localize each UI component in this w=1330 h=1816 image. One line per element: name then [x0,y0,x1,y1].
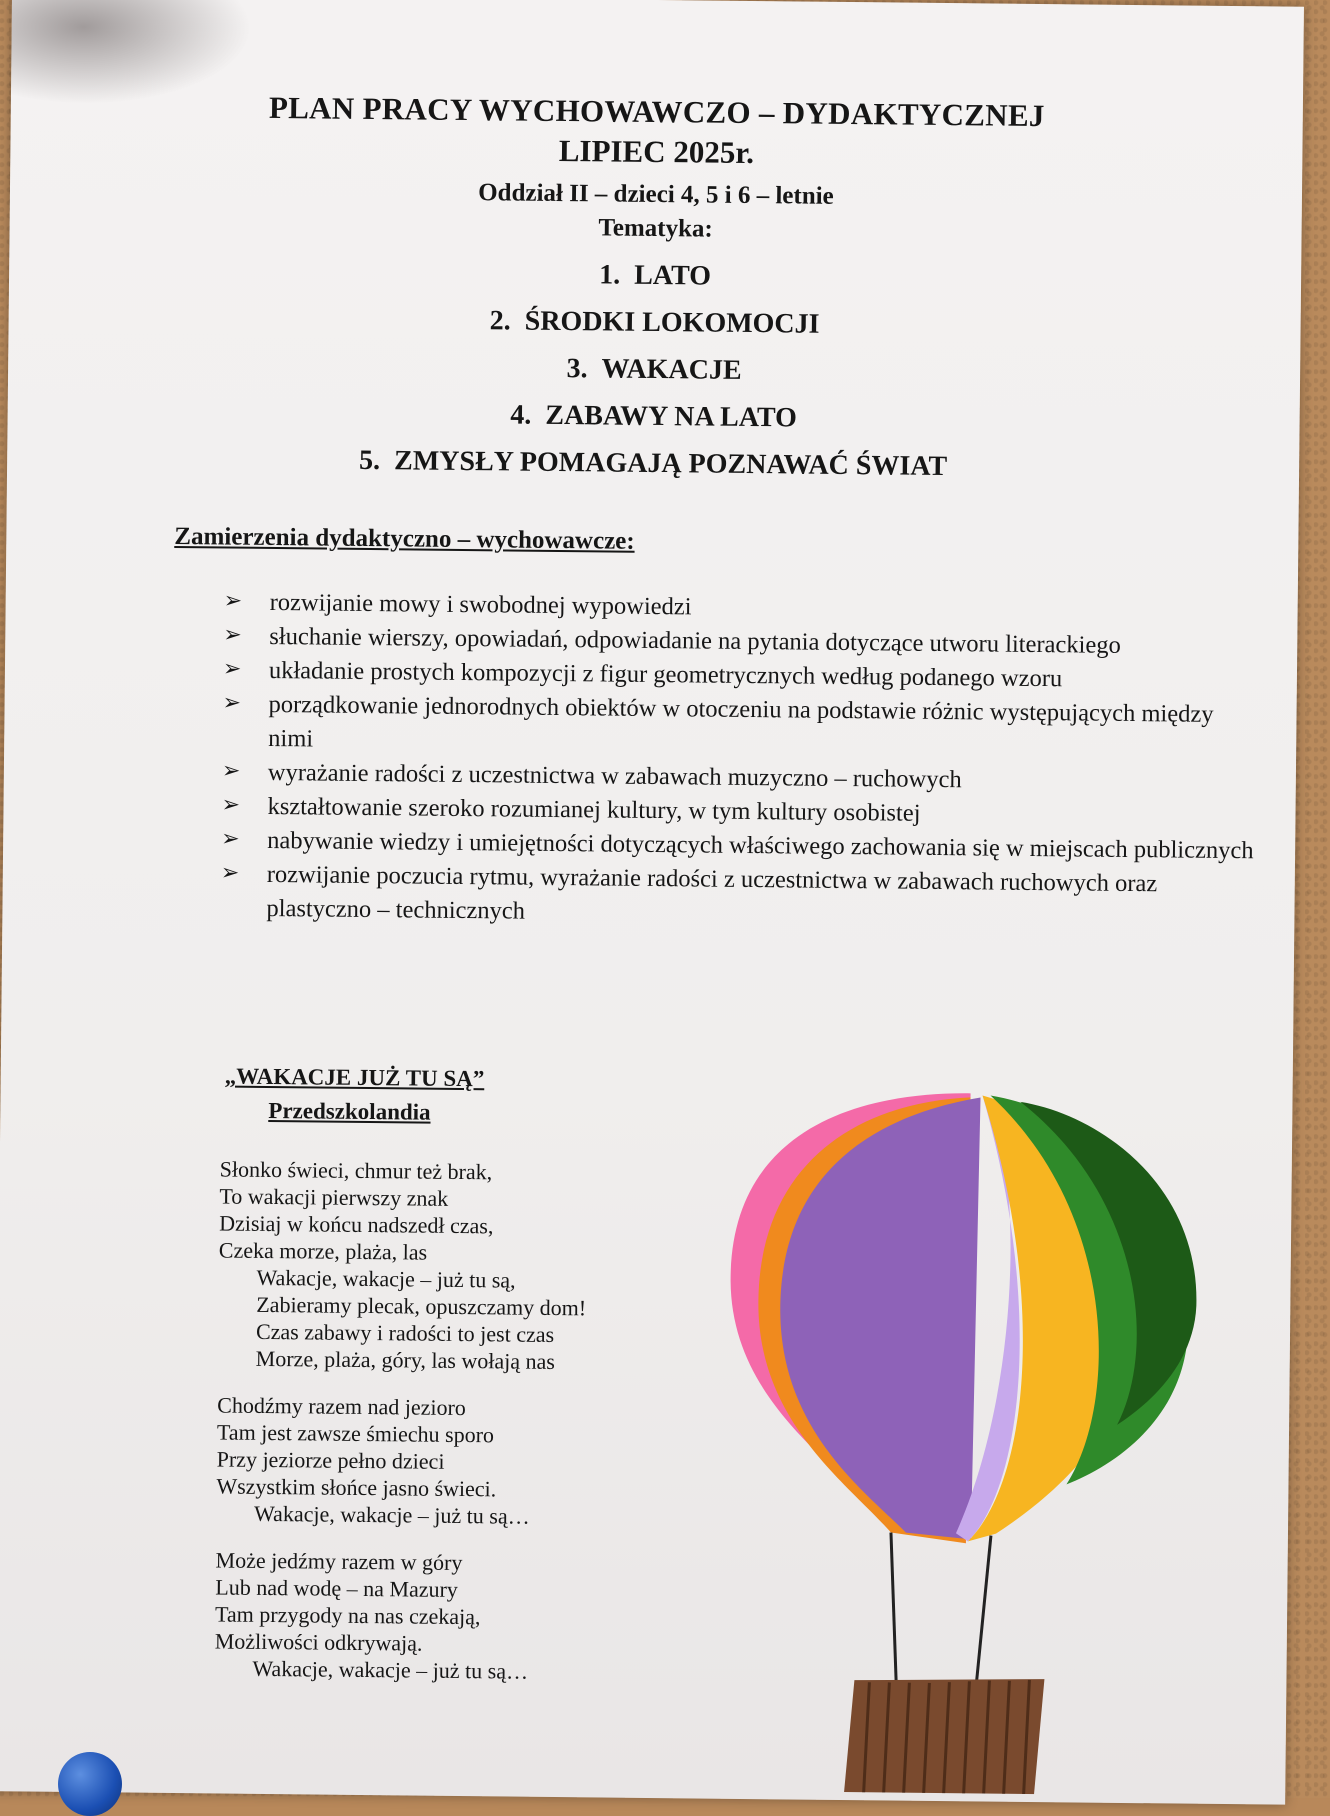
push-pin-icon [58,1752,122,1816]
goal-text: słuchanie wierszy, opowiadań, odpowiadanie na pytania dotyczące utworu literackiego [269,622,1121,659]
song-title: „WAKACJE JUŻ TU SĄ” [224,1063,485,1092]
stanza [214,1546,775,1687]
chorus-line: Wakacje, wakacje – już tu są, [256,1264,516,1293]
lyric-line: Lub nad wodę – na Mazury [215,1574,459,1602]
topic-number: 1. [599,259,621,291]
goal-item [222,687,1263,766]
chorus-line: Wakacje, wakacje – już tu są… [253,1500,530,1529]
topic-label: WAKACJE [601,353,742,386]
song-author: Przedszkolandia [268,1097,431,1125]
balloon-string [976,1535,991,1683]
goal-item [220,857,1261,936]
arrow-bullet-icon: ➢ [221,792,241,818]
lyric-line: Możliwości odkrywają. [214,1628,423,1656]
lyric-line: Chodźmy razem nad jezioro [217,1392,467,1421]
stanza [216,1391,777,1532]
lyric-line: To wakacji pierwszy znak [219,1183,449,1211]
goal-text: kształtowanie szeroko rozumianej kultury, w tym kultury osobistej [267,792,921,827]
arrow-bullet-icon: ➢ [221,826,240,852]
document-header [7,85,1303,494]
goals-list [220,585,1264,936]
lyric-line: Słonko świeci, chmur też brak, [219,1156,493,1185]
lyric-line: Wszystkim słońce jasno świeci. [216,1473,497,1502]
stanza [218,1155,780,1377]
topic-number: 2. [489,305,511,337]
goals-title: Zamierzenia dydaktyczno – wychowawcze: [174,522,635,555]
goal-text: nabywanie wiedzy i umiejętności dotyczących właściwego zachowania się w miejscach publicznych [267,826,1254,865]
chorus-line: Czas zabawy i radości to jest czas [255,1318,555,1347]
document-month: LIPIEC 2025r. [558,132,755,171]
lyric-line: Przy jeziorze pełno dzieci [216,1446,445,1474]
goal-text: wyrażanie radości z uczestnictwa w zabawach muzyczno – ruchowych [267,758,962,794]
chorus-line: Morze, plaża, góry, las wołają nas [255,1345,556,1374]
balloon-string [889,1533,898,1688]
topic-number: 5. [358,444,381,477]
lyric-line: Dzisiaj w końcu nadszedł czas, [219,1210,494,1239]
goal-text: porządkowanie jednorodnych obiektów w otoczeniu na podstawie różnic występujących między nimi [268,690,1214,753]
topic-label: LATO [634,259,712,292]
arrow-bullet-icon: ➢ [223,588,243,614]
document-title: PLAN PRACY WYCHOWAWCZO – DYDAKTYCZNEJ [268,89,1045,134]
goal-text: rozwijanie poczucia rytmu, wyrażanie radości z uczestnictwa w zabawach ruchowych oraz plastyczno – technicznych [266,860,1158,925]
topics-list [7,245,1301,494]
lyric-line: Tam jest zawsze śmiechu sporo [216,1419,495,1448]
song-lyrics [214,1155,780,1707]
group-info: Oddział II – dzieci 4, 5 i 6 – letnie [478,179,834,210]
topic-label: ZABAWY NA LATO [545,399,798,434]
lyric-line: Czeka morze, plaża, las [218,1237,428,1265]
arrow-bullet-icon: ➢ [223,622,242,648]
lyric-line: Może jedźmy razem w góry [215,1547,463,1576]
topic-number: 4. [510,399,532,431]
goal-text: rozwijanie mowy i swobodnej wypowiedzi [269,588,692,621]
arrow-bullet-icon: ➢ [222,690,242,716]
arrow-bullet-icon: ➢ [221,758,241,784]
paper-balloon-decoration [713,1071,1241,1796]
topics-label: Tematyka: [598,214,713,243]
arrow-bullet-icon: ➢ [220,860,240,886]
goal-text: układanie prostych kompozycji z figur geometrycznych według podanego wzoru [268,656,1063,693]
topic-label: ZMYSŁY POMAGAJĄ POZNAWAĆ ŚWIAT [393,445,948,483]
chorus-line: Wakacje, wakacje – już tu są… [252,1655,529,1684]
arrow-bullet-icon: ➢ [222,656,242,682]
chorus-line: Zabieramy plecak, opuszczamy dom! [256,1291,587,1321]
lyric-line: Tam przygody na nas czekają, [214,1601,481,1630]
topic-label: ŚRODKI LOKOMOCJI [524,305,820,340]
topic-number: 3. [566,353,588,385]
